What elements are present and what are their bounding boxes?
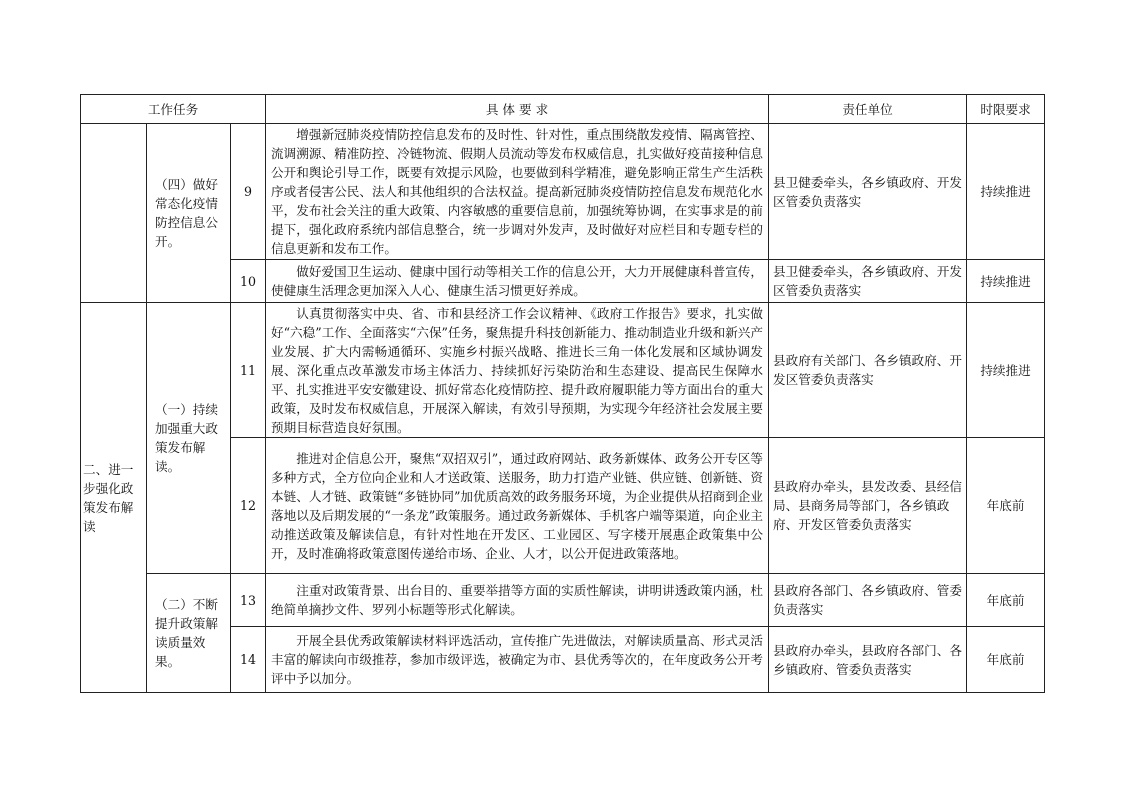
requirement-text: 推进对企信息公开，聚焦“双招双引”，通过政府网站、政务新媒体、政务公开专区等多种方式，全方位向企业和人才送政策、送服务，助力打造产业链、供应链、创新链、资本链、人才链、政策链“多链协同”加优质高效的政务服务环境，为企业提供从招商到企业落地以及后期发展的“一条龙”政策服务。通过政务新媒体、手机客户端等渠道，向企业主动推送政策及解读信息，有针对性地在开发区、工业园区、写字楼开展惠企政策集中公开，及时准确将政策意图传递给市场、企业、人才，以公开促进政策落地。 [266, 438, 769, 574]
deadline: 年底前 [967, 438, 1045, 574]
requirement-text: 做好爱国卫生运动、健康中国行动等相关工作的信息公开，大力开展健康科普宣传，使健康生活理念更加深入人心、健康生活习惯更好养成。 [266, 260, 769, 303]
section-title: 二、进一步强化政策发布解读 [81, 303, 147, 693]
row-number: 13 [231, 574, 266, 627]
subtask-2: （二）不断提升政策解读质量效果。 [147, 574, 231, 693]
row-number: 10 [231, 260, 266, 303]
header-unit: 责任单位 [769, 95, 967, 124]
header-task: 工作任务 [81, 95, 266, 124]
subtask-4: （四）做好常态化疫情防控信息公开。 [147, 124, 231, 303]
header-row [81, 95, 1045, 124]
deadline: 持续推进 [967, 260, 1045, 303]
table-row [81, 124, 1045, 260]
task-table [80, 94, 1045, 693]
row-number: 12 [231, 438, 266, 574]
section-cell-empty [81, 124, 147, 303]
requirement-text: 增强新冠肺炎疫情防控信息发布的及时性、针对性，重点围绕散发疫情、隔离管控、流调溯源、精准防控、冷链物流、假期人员流动等发布权威信息，扎实做好疫苗接种信息公开和舆论引导工作，既要有效提示风险，也要做到科学精准，避免影响正常生产生活秩序或者侵害公民、法人和其他组织的合法权益。提高新冠肺炎疫情防控信息发布规范化水平，发布社会关注的重大政策、内容敏感的重要信息前，加强统筹协调，在实事求是的前提下，强化政府系统内部信息整合，统一步调对外发声，及时做好对应栏目和专题专栏的信息更新和发布工作。 [266, 124, 769, 260]
requirement-text: 开展全县优秀政策解读材料评选活动，宣传推广先进做法，对解读质量高、形式灵活丰富的解读向市级推荐，参加市级评选，被确定为市、县优秀等次的，在年度政务公开考评中予以加分。 [266, 627, 769, 693]
requirement-text: 认真贯彻落实中央、省、市和县经济工作会议精神、《政府工作报告》要求，扎实做好“六稳”工作、全面落实“六保”任务，聚焦提升科技创新能力、推动制造业升级和新兴产业发展、扩大内需畅通循环、实施乡村振兴战略、推进长三角一体化发展和区域协调发展、深化重点改革激发市场主体活力、持续抓好污染防治和生态建设、提高民生保障水平、扎实推进平安安徽建设、抓好常态化疫情防控、提升政府履职能力等方面出台的重大政策，及时发布权威信息，开展深入解读，有效引导预期，为实现今年经济社会发展主要预期目标营造良好氛围。 [266, 303, 769, 438]
row-number: 14 [231, 627, 266, 693]
requirement-text: 注重对政策背景、出台目的、重要举措等方面的实质性解读，讲明讲透政策内涵，杜绝简单摘抄文件、罗列小标题等形式化解读。 [266, 574, 769, 627]
responsible-unit: 县卫健委牵头，各乡镇政府、开发区管委负责落实 [769, 260, 967, 303]
deadline: 持续推进 [967, 124, 1045, 260]
table-row [81, 303, 1045, 438]
row-number: 11 [231, 303, 266, 438]
deadline: 年底前 [967, 574, 1045, 627]
header-requirement: 具 体 要 求 [266, 95, 769, 124]
subtask-1: （一）持续加强重大政策发布解读。 [147, 303, 231, 574]
deadline: 年底前 [967, 627, 1045, 693]
responsible-unit: 县政府办牵头，县政府各部门、各乡镇政府、管委负责落实 [769, 627, 967, 693]
header-deadline: 时限要求 [967, 95, 1045, 124]
responsible-unit: 县政府办牵头，县发改委、县经信局、县商务局等部门，各乡镇政府、开发区管委负责落实 [769, 438, 967, 574]
responsible-unit: 县卫健委牵头，各乡镇政府、开发区管委负责落实 [769, 124, 967, 260]
responsible-unit: 县政府各部门、各乡镇政府、管委负责落实 [769, 574, 967, 627]
row-number: 9 [231, 124, 266, 260]
deadline: 持续推进 [967, 303, 1045, 438]
table-row [81, 574, 1045, 627]
responsible-unit: 县政府有关部门、各乡镇政府、开发区管委负责落实 [769, 303, 967, 438]
